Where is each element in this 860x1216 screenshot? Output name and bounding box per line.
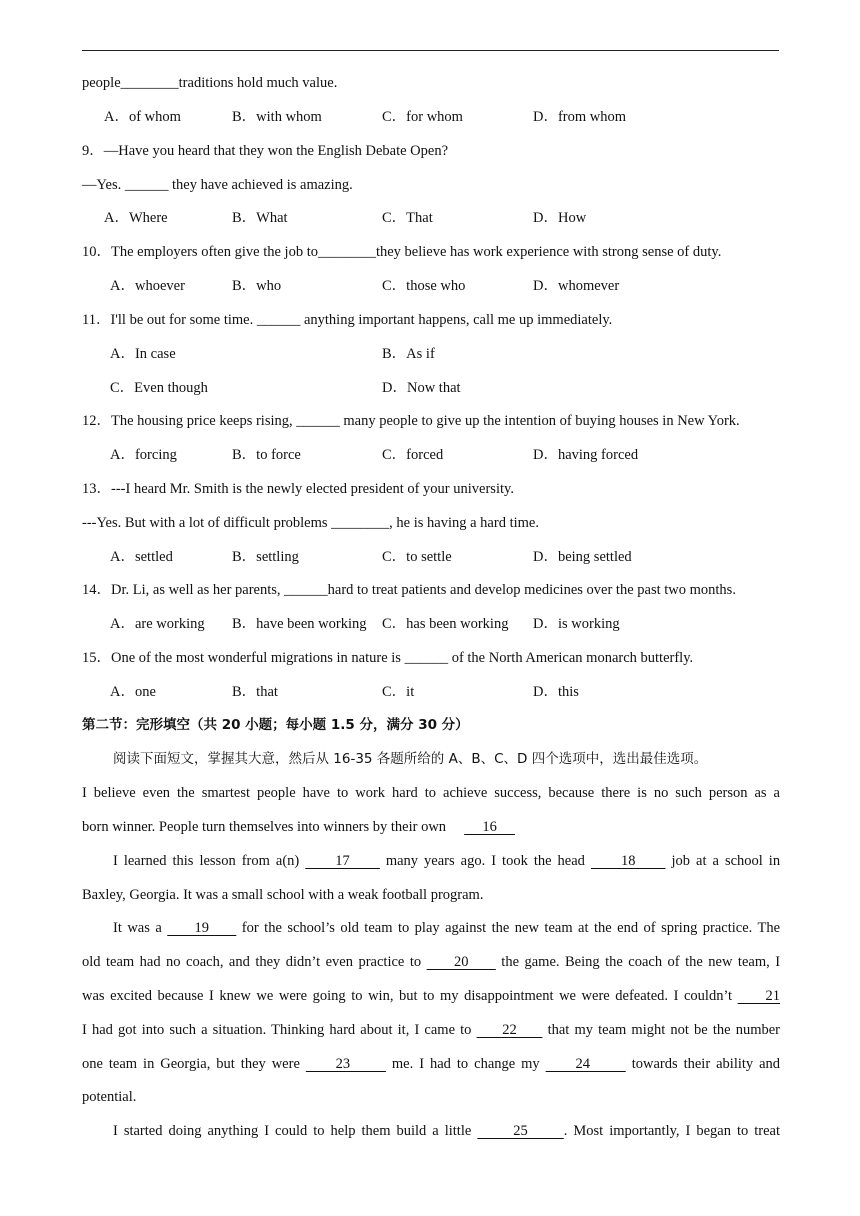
q9-line1: 9．—Have you heard that they won the English Debate Open?	[82, 143, 449, 159]
q15-stem: 15．One of the most wonderful migrations in nature is ______ of the North American monarch butterfly.	[82, 650, 694, 666]
q9-option-d: D．How	[533, 210, 587, 226]
section-heading: 第二节：完形填空（共 20 小题；每小题 1.5 分，满分 30 分）	[82, 717, 469, 733]
q11-stem: 11．I'll be out for some time. ______ anything important happens, call me up immediately.	[82, 312, 613, 328]
q13-option-a: A．settled	[110, 549, 173, 565]
q9-option-c: C．That	[382, 210, 433, 226]
q15-option-c: C．it	[382, 684, 415, 700]
passage-p1-line1: I believe even the smartest people have to work hard to achieve success, because there is no such person as a	[82, 785, 780, 801]
q10-stem: 10．The employers often give the job to________they believe has work experience with strong sense of duty.	[82, 244, 722, 260]
q12-option-d: D．having forced	[533, 447, 639, 463]
blank-24: 24	[545, 1056, 626, 1072]
q8-option-d: D．from whom	[533, 109, 627, 125]
header-rule	[82, 50, 779, 51]
blank-23: 23	[305, 1056, 386, 1072]
blank-17: 17	[305, 853, 380, 869]
blank-16: 16	[464, 819, 515, 835]
blank-22: 22	[476, 1022, 543, 1038]
q10-option-a: A．whoever	[110, 278, 185, 294]
q12-stem: 12．The housing price keeps rising, ______ many people to give up the intention of buying houses in New York.	[82, 413, 740, 429]
q10-option-b: B．who	[232, 278, 282, 294]
q13-line2: ---Yes. But with a lot of difficult problems ________, he is having a hard time.	[82, 515, 539, 531]
q14-option-b: B．have been working	[232, 616, 367, 632]
passage-p3-line5: one team in Georgia, but they were 23 me. I had to change my 24 towards their ability and	[82, 1056, 781, 1072]
passage-p3-line6: potential.	[82, 1089, 137, 1105]
q11-option-d: D．Now that	[382, 380, 461, 396]
passage-p2-line2: Baxley, Georgia. It was a small school with a weak football program.	[82, 887, 484, 903]
blank-18: 18	[590, 853, 666, 869]
q8-stem: people________traditions hold much value.	[82, 75, 338, 91]
q10-option-d: D．whomever	[533, 278, 620, 294]
section-instruction: 阅读下面短文，掌握其大意，然后从 16-35 各题所给的 A、B、C、D 四个选项中，选出最佳选项。	[113, 751, 708, 767]
passage-p3-line4: I had got into such a situation. Thinking hard about it, I came to 22 that my team might not be the number	[82, 1022, 781, 1038]
q8-option-b: B．with whom	[232, 109, 322, 125]
q12-option-b: B．to force	[232, 447, 301, 463]
q13-option-c: C．to settle	[382, 549, 452, 565]
q9-line2: —Yes. ______ they have achieved is amazing.	[82, 177, 353, 193]
passage-p4-line1: I started doing anything I could to help them build a little 25 . Most importantly, I began to treat	[113, 1123, 781, 1139]
q14-option-c: C．has been working	[382, 616, 509, 632]
q12-option-a: A．forcing	[110, 447, 177, 463]
passage-p2-line1: I learned this lesson from a(n) 17 many years ago. I took the head 18 job at a school in	[113, 853, 781, 869]
q13-line1: 13．---I heard Mr. Smith is the newly elected president of your university.	[82, 481, 514, 497]
passage-p3-line2: old team had no coach, and they didn’t even practice to 20 the game. Being the coach of the new team, I	[82, 954, 781, 970]
blank-25: 25	[477, 1123, 564, 1139]
q15-option-d: D．this	[533, 684, 579, 700]
q15-option-a: A．one	[110, 684, 156, 700]
q8-option-c: C．for whom	[382, 109, 463, 125]
q9-option-a: A．Where	[104, 210, 168, 226]
q13-option-b: B．settling	[232, 549, 299, 565]
q13-option-d: D．being settled	[533, 549, 632, 565]
q14-stem: 14．Dr. Li, as well as her parents, ______hard to treat patients and develop medicines over the past two months.	[82, 582, 736, 598]
q12-option-c: C．forced	[382, 447, 444, 463]
q11-option-a: A．In case	[110, 346, 176, 362]
blank-21: 21	[737, 988, 781, 1004]
q8-option-a: A．of whom	[104, 109, 181, 125]
q9-option-b: B．What	[232, 210, 288, 226]
passage-p3-line3: was excited because I knew we were going to win, but to my disappointment we were defeated. I couldn’t 21	[82, 988, 781, 1004]
blank-19: 19	[167, 920, 237, 936]
q11-option-b: B．As if	[382, 346, 435, 362]
q11-option-c: C．Even though	[110, 380, 208, 396]
passage-p3-line1: It was a 19 for the school’s old team to play against the new team at the end of spring practice. The	[113, 920, 781, 936]
q14-option-d: D．is working	[533, 616, 620, 632]
blank-20: 20	[426, 954, 496, 970]
q10-option-c: C．those who	[382, 278, 466, 294]
q15-option-b: B．that	[232, 684, 278, 700]
passage-p1-line2: born winner. People turn themselves into winners by their own 16	[82, 819, 515, 835]
q14-option-a: A．are working	[110, 616, 205, 632]
